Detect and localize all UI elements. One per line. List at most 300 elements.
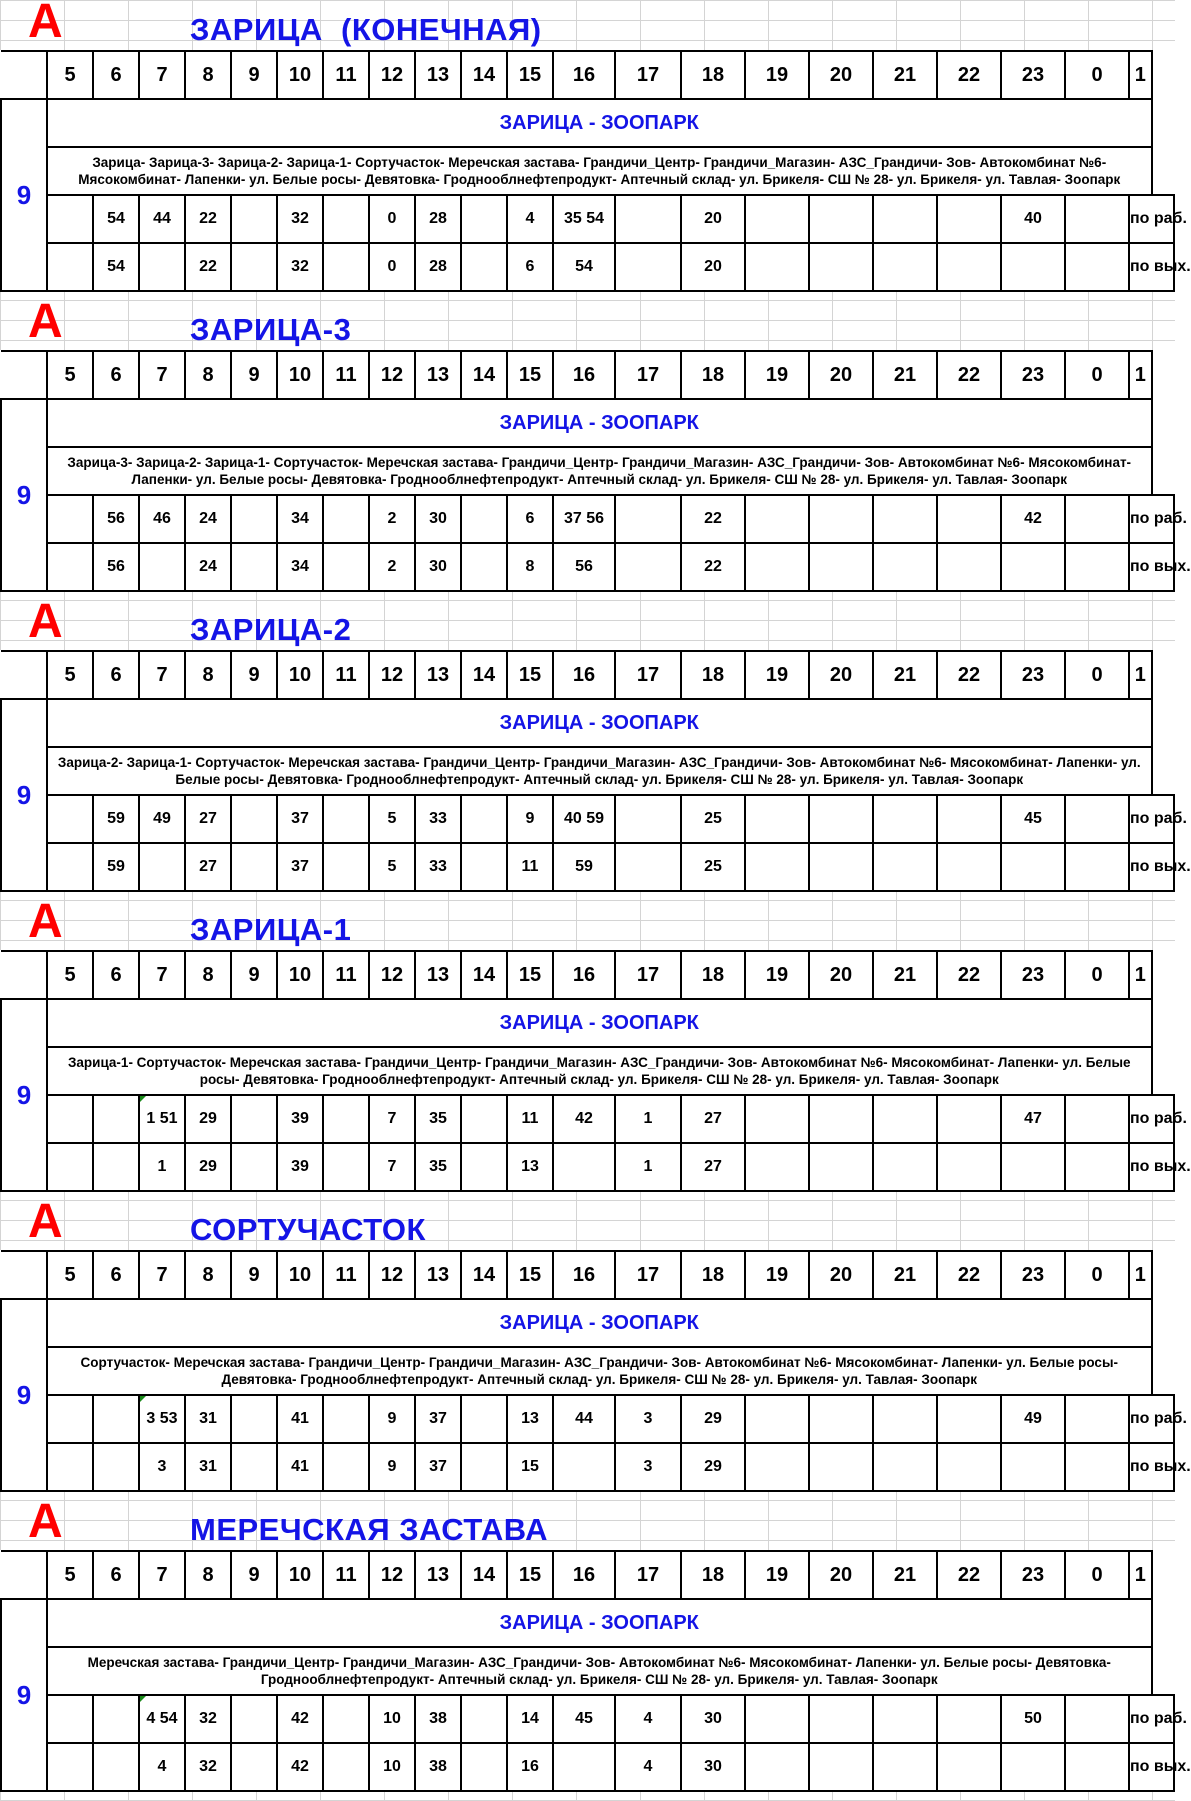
time-cell (937, 1143, 1001, 1191)
time-cell: 32 (277, 243, 323, 291)
time-cell (937, 543, 1001, 591)
time-cell: 42 (277, 1743, 323, 1791)
hour-cell: 5 (47, 351, 93, 399)
transport-type-letter: A (28, 895, 63, 948)
time-cell (937, 1695, 1001, 1743)
hour-cell: 0 (1065, 1251, 1129, 1299)
time-cell (873, 1095, 937, 1143)
time-cell: 54 (93, 195, 139, 243)
time-cell: 9 (369, 1395, 415, 1443)
time-cell: 24 (185, 543, 231, 591)
hour-cell: 1 (1129, 1551, 1152, 1599)
time-cell (47, 1443, 93, 1491)
time-cell (461, 495, 507, 543)
time-cell (461, 1395, 507, 1443)
hour-cell: 16 (553, 651, 615, 699)
hours-corner (1, 651, 47, 699)
weekend-row (1, 243, 1174, 291)
hour-cell: 22 (937, 1551, 1001, 1599)
time-cell (93, 1443, 139, 1491)
time-cell: 37 56 (553, 495, 615, 543)
time-cell (461, 243, 507, 291)
time-cell: 27 (185, 795, 231, 843)
direction-row (1, 1599, 1174, 1647)
time-cell: 6 (507, 243, 553, 291)
time-cell: 54 (93, 243, 139, 291)
time-cell (809, 843, 873, 891)
hour-cell: 15 (507, 1251, 553, 1299)
hour-cell: 12 (369, 1551, 415, 1599)
hour-cell: 0 (1065, 951, 1129, 999)
hour-cell: 10 (277, 51, 323, 99)
time-cell: 4 (615, 1695, 681, 1743)
time-cell: 25 (681, 843, 745, 891)
time-cell (47, 1095, 93, 1143)
hour-cell: 8 (185, 1551, 231, 1599)
hour-cell: 13 (415, 1551, 461, 1599)
time-cell (461, 795, 507, 843)
time-cell: 3 53 (139, 1395, 185, 1443)
hour-cell: 6 (93, 951, 139, 999)
time-cell (47, 795, 93, 843)
time-cell: 39 (277, 1143, 323, 1191)
time-cell (93, 1743, 139, 1791)
time-cell: 41 (277, 1443, 323, 1491)
hour-cell: 1 (1129, 51, 1152, 99)
weekday-label: по раб. (1129, 1695, 1174, 1743)
route-number: 9 (1, 999, 47, 1191)
route-number: 9 (1, 99, 47, 291)
weekday-row (1, 795, 1174, 843)
schedule-table (0, 950, 1191, 1192)
route-path: Зарица-2- Зарица-1- Сортучасток- Меречская застава- Грандичи_Центр- Грандичи_Магазин- АЗС_Грандичи- Зов- Автокомбинат №6- Мясокомбинат- Лапенки- ул. Белые росы- Девятовка- Гроднооблнефтепродукт- Аптечный склад- ул. Брикеля- СШ № 28- ул. Брикеля- ул. Тавлая- Зоопарк (47, 747, 1152, 795)
time-cell: 20 (681, 243, 745, 291)
weekend-label: по вых. (1129, 1443, 1174, 1491)
schedule-table (0, 1550, 1191, 1792)
time-cell: 4 54 (139, 1695, 185, 1743)
time-cell: 20 (681, 195, 745, 243)
time-cell: 38 (415, 1695, 461, 1743)
hour-cell: 18 (681, 951, 745, 999)
weekday-label: по раб. (1129, 195, 1174, 243)
time-cell: 0 (369, 195, 415, 243)
hour-cell: 9 (231, 351, 277, 399)
route-number: 9 (1, 699, 47, 891)
stop-title: ЗАРИЦА-3 (190, 312, 352, 347)
stop-section (0, 1195, 1191, 1500)
hour-cell: 19 (745, 51, 809, 99)
time-cell: 1 (615, 1095, 681, 1143)
time-cell (937, 195, 1001, 243)
hour-cell: 7 (139, 1551, 185, 1599)
time-cell (93, 1395, 139, 1443)
time-cell: 37 (415, 1443, 461, 1491)
hour-cell: 22 (937, 951, 1001, 999)
hour-cell: 7 (139, 1251, 185, 1299)
time-cell (47, 495, 93, 543)
time-cell (231, 843, 277, 891)
time-cell: 40 59 (553, 795, 615, 843)
hour-cell: 21 (873, 1551, 937, 1599)
hour-cell: 12 (369, 51, 415, 99)
time-cell: 42 (553, 1095, 615, 1143)
time-cell (937, 1443, 1001, 1491)
time-cell: 2 (369, 495, 415, 543)
hour-cell: 22 (937, 51, 1001, 99)
time-cell (873, 843, 937, 891)
time-cell (745, 1743, 809, 1791)
time-cell (745, 1395, 809, 1443)
time-cell (1001, 1743, 1065, 1791)
weekend-label: по вых. (1129, 243, 1174, 291)
hour-cell: 21 (873, 51, 937, 99)
route-path-row (1, 1347, 1174, 1395)
hour-cell: 1 (1129, 651, 1152, 699)
hour-cell: 16 (553, 351, 615, 399)
time-cell: 56 (553, 543, 615, 591)
weekday-row (1, 1095, 1174, 1143)
time-cell (139, 243, 185, 291)
hour-cell: 9 (231, 1551, 277, 1599)
time-cell: 14 (507, 1695, 553, 1743)
hour-cell: 21 (873, 1251, 937, 1299)
time-cell: 35 (415, 1095, 461, 1143)
time-cell: 42 (277, 1695, 323, 1743)
hour-cell: 20 (809, 1251, 873, 1299)
time-cell (139, 843, 185, 891)
hour-cell: 5 (47, 651, 93, 699)
time-cell (809, 1143, 873, 1191)
time-cell (231, 243, 277, 291)
hour-cell: 17 (615, 1551, 681, 1599)
time-cell: 3 (615, 1443, 681, 1491)
hour-cell: 23 (1001, 1551, 1065, 1599)
time-cell (553, 1143, 615, 1191)
transport-type-letter: A (28, 0, 63, 48)
time-cell (1001, 243, 1065, 291)
hour-cell: 14 (461, 951, 507, 999)
hours-row (1, 951, 1174, 999)
hour-cell: 7 (139, 651, 185, 699)
time-cell (93, 1095, 139, 1143)
transport-type-letter: A (28, 1195, 63, 1248)
time-cell: 29 (681, 1395, 745, 1443)
time-cell (809, 1743, 873, 1791)
route-path-row (1, 1047, 1174, 1095)
hour-cell: 11 (323, 1251, 369, 1299)
time-cell: 41 (277, 1395, 323, 1443)
weekend-label: по вых. (1129, 543, 1174, 591)
time-cell (937, 243, 1001, 291)
time-cell (809, 495, 873, 543)
time-cell: 56 (93, 543, 139, 591)
stop-section (0, 295, 1191, 600)
hour-cell: 0 (1065, 351, 1129, 399)
time-cell: 29 (185, 1143, 231, 1191)
time-cell (873, 243, 937, 291)
time-cell: 1 (139, 1143, 185, 1191)
time-cell: 33 (415, 843, 461, 891)
time-cell (231, 1395, 277, 1443)
time-cell (231, 1695, 277, 1743)
hour-cell: 8 (185, 651, 231, 699)
time-cell (937, 1743, 1001, 1791)
hours-row (1, 51, 1174, 99)
time-cell (873, 195, 937, 243)
hour-cell: 13 (415, 351, 461, 399)
time-cell (809, 543, 873, 591)
hour-cell: 12 (369, 651, 415, 699)
weekday-row (1, 195, 1174, 243)
hour-cell: 23 (1001, 51, 1065, 99)
hour-cell: 18 (681, 351, 745, 399)
route-path-row (1, 447, 1174, 495)
time-cell (1065, 195, 1129, 243)
hour-cell: 23 (1001, 1251, 1065, 1299)
time-cell (47, 195, 93, 243)
route-path: Сортучасток- Меречская застава- Грандичи_Центр- Грандичи_Магазин- АЗС_Грандичи- Зов- Автокомбинат №6- Мясокомбинат- Лапенки- ул. Белые росы- Девятовка- Гроднооблнефтепродукт- Аптечный склад- ул. Брикеля- СШ № 28- ул. Брикеля- ул. Тавлая- Зоопарк (47, 1347, 1152, 1395)
hour-cell: 6 (93, 1551, 139, 1599)
stop-title: ЗАРИЦА (КОНЕЧНАЯ) (190, 12, 542, 47)
time-cell (93, 1143, 139, 1191)
stop-section (0, 895, 1191, 1200)
time-cell: 25 (681, 795, 745, 843)
time-cell: 24 (185, 495, 231, 543)
hour-cell: 6 (93, 1251, 139, 1299)
time-cell (873, 1695, 937, 1743)
time-cell (461, 195, 507, 243)
hour-cell: 17 (615, 351, 681, 399)
hour-cell: 6 (93, 51, 139, 99)
weekend-row (1, 1143, 1174, 1191)
time-cell: 35 54 (553, 195, 615, 243)
time-cell (323, 1095, 369, 1143)
hour-cell: 16 (553, 1551, 615, 1599)
time-cell (47, 843, 93, 891)
time-cell (139, 543, 185, 591)
time-cell (323, 1143, 369, 1191)
hour-cell: 19 (745, 1251, 809, 1299)
time-cell (1065, 1695, 1129, 1743)
hour-cell: 9 (231, 1251, 277, 1299)
hour-cell: 12 (369, 951, 415, 999)
time-cell: 47 (1001, 1095, 1065, 1143)
time-cell: 38 (415, 1743, 461, 1791)
direction-title: ЗАРИЦА - ЗООПАРК (47, 399, 1152, 447)
hour-cell: 5 (47, 51, 93, 99)
time-cell (323, 195, 369, 243)
time-cell: 45 (553, 1695, 615, 1743)
hour-cell: 15 (507, 651, 553, 699)
time-cell: 5 (369, 795, 415, 843)
time-cell: 1 (615, 1143, 681, 1191)
time-cell: 22 (185, 243, 231, 291)
time-cell: 35 (415, 1143, 461, 1191)
time-cell (1065, 843, 1129, 891)
stop-title: ЗАРИЦА-2 (190, 612, 352, 647)
time-cell (937, 1095, 1001, 1143)
hour-cell: 14 (461, 351, 507, 399)
hour-cell: 1 (1129, 351, 1152, 399)
hours-corner (1, 351, 47, 399)
time-cell (323, 843, 369, 891)
hours-corner (1, 1251, 47, 1299)
hour-cell: 14 (461, 51, 507, 99)
hour-cell: 10 (277, 351, 323, 399)
hour-cell: 8 (185, 1251, 231, 1299)
hour-cell: 22 (937, 1251, 1001, 1299)
time-cell: 27 (185, 843, 231, 891)
hour-cell: 11 (323, 1551, 369, 1599)
time-cell (873, 1395, 937, 1443)
time-cell: 42 (1001, 495, 1065, 543)
hour-cell: 20 (809, 1551, 873, 1599)
hour-cell: 23 (1001, 651, 1065, 699)
hour-cell: 5 (47, 951, 93, 999)
time-cell (461, 1443, 507, 1491)
time-cell (873, 495, 937, 543)
time-cell (47, 1395, 93, 1443)
time-cell: 39 (277, 1095, 323, 1143)
time-cell (553, 1443, 615, 1491)
hour-cell: 11 (323, 951, 369, 999)
time-cell: 37 (277, 795, 323, 843)
direction-title: ЗАРИЦА - ЗООПАРК (47, 1299, 1152, 1347)
time-cell: 10 (369, 1695, 415, 1743)
hour-cell: 0 (1065, 51, 1129, 99)
time-cell: 4 (139, 1743, 185, 1791)
hour-cell: 20 (809, 651, 873, 699)
time-cell: 6 (507, 495, 553, 543)
hour-cell: 23 (1001, 951, 1065, 999)
time-cell: 4 (615, 1743, 681, 1791)
hours-row (1, 1551, 1174, 1599)
route-number: 9 (1, 399, 47, 591)
time-cell: 30 (415, 495, 461, 543)
hour-cell: 10 (277, 1251, 323, 1299)
time-cell (1001, 843, 1065, 891)
time-cell: 13 (507, 1395, 553, 1443)
schedule-table (0, 650, 1191, 892)
time-cell (461, 1143, 507, 1191)
hour-cell: 10 (277, 1551, 323, 1599)
time-cell (461, 1095, 507, 1143)
time-cell (461, 1695, 507, 1743)
hour-cell: 13 (415, 651, 461, 699)
time-cell (323, 243, 369, 291)
hours-corner (1, 951, 47, 999)
hour-cell: 20 (809, 951, 873, 999)
time-cell (745, 1695, 809, 1743)
hour-cell: 8 (185, 51, 231, 99)
route-path: Меречская застава- Грандичи_Центр- Грандичи_Магазин- АЗС_Грандичи- Зов- Автокомбинат №6- Мясокомбинат- Лапенки- ул. Белые росы- Девятовка- Гроднооблнефтепродукт- Аптечный склад- ул. Брикеля- СШ № 28- ул. Брикеля- ул. Тавлая- Зоопарк (47, 1647, 1152, 1695)
time-cell (231, 795, 277, 843)
hour-cell: 6 (93, 351, 139, 399)
hour-cell: 22 (937, 351, 1001, 399)
direction-row (1, 99, 1174, 147)
hour-cell: 14 (461, 1551, 507, 1599)
hour-cell: 15 (507, 51, 553, 99)
hour-cell: 13 (415, 951, 461, 999)
hours-row (1, 651, 1174, 699)
time-cell (809, 1095, 873, 1143)
time-cell: 28 (415, 195, 461, 243)
time-cell (809, 243, 873, 291)
time-cell: 34 (277, 543, 323, 591)
route-path: Зарица- Зарица-3- Зарица-2- Зарица-1- Сортучасток- Меречская застава- Грандичи_Центр- Грандичи_Магазин- АЗС_Грандичи- Зов- Автокомбинат №6- Мясокомбинат- Лапенки- ул. Белые росы- Девятовка- Гроднооблнефтепродукт- Аптечный склад- ул. Брикеля- СШ № 28- ул. Брикеля- ул. Тавлая- Зоопарк (47, 147, 1152, 195)
stop-title: МЕРЕЧСКАЯ ЗАСТАВА (190, 1512, 548, 1547)
time-cell (615, 543, 681, 591)
time-cell: 3 (615, 1395, 681, 1443)
time-cell: 49 (139, 795, 185, 843)
time-cell (231, 543, 277, 591)
time-cell: 44 (553, 1395, 615, 1443)
time-cell: 4 (507, 195, 553, 243)
time-cell (937, 795, 1001, 843)
time-cell: 29 (185, 1095, 231, 1143)
time-cell: 3 (139, 1443, 185, 1491)
time-cell (1065, 795, 1129, 843)
time-cell (231, 495, 277, 543)
time-cell: 40 (1001, 195, 1065, 243)
time-cell (323, 1443, 369, 1491)
time-cell: 31 (185, 1443, 231, 1491)
weekday-row (1, 1695, 1174, 1743)
route-path: Зарица-1- Сортучасток- Меречская застава- Грандичи_Центр- Грандичи_Магазин- АЗС_Грандичи- Зов- Автокомбинат №6- Мясокомбинат- Лапенки- ул. Белые росы- Девятовка- Гроднооблнефтепродукт- Аптечный склад- ул. Брикеля- СШ № 28- ул. Брикеля- ул. Тавлая- Зоопарк (47, 1047, 1152, 1095)
time-cell: 9 (507, 795, 553, 843)
hour-cell: 18 (681, 51, 745, 99)
time-cell (47, 1695, 93, 1743)
time-cell (745, 1443, 809, 1491)
hour-cell: 11 (323, 351, 369, 399)
time-cell (809, 1695, 873, 1743)
time-cell (615, 243, 681, 291)
hour-cell: 9 (231, 51, 277, 99)
hour-cell: 13 (415, 1251, 461, 1299)
hour-cell: 20 (809, 51, 873, 99)
time-cell (809, 795, 873, 843)
hour-cell: 18 (681, 651, 745, 699)
transport-type-letter: A (28, 1495, 63, 1548)
hour-cell: 1 (1129, 1251, 1152, 1299)
time-cell (323, 495, 369, 543)
time-cell (461, 843, 507, 891)
time-cell (1065, 1395, 1129, 1443)
time-cell (1065, 1443, 1129, 1491)
weekend-label: по вых. (1129, 1143, 1174, 1191)
hour-cell: 22 (937, 651, 1001, 699)
time-cell: 5 (369, 843, 415, 891)
time-cell: 32 (185, 1743, 231, 1791)
weekend-label: по вых. (1129, 843, 1174, 891)
time-cell (553, 1743, 615, 1791)
time-cell (1065, 1095, 1129, 1143)
time-cell (461, 543, 507, 591)
time-cell: 16 (507, 1743, 553, 1791)
time-cell: 29 (681, 1443, 745, 1491)
hour-cell: 7 (139, 951, 185, 999)
hour-cell: 7 (139, 51, 185, 99)
hour-cell: 16 (553, 951, 615, 999)
route-path-row (1, 147, 1174, 195)
hour-cell: 19 (745, 351, 809, 399)
route-number: 9 (1, 1299, 47, 1491)
hour-cell: 1 (1129, 951, 1152, 999)
direction-row (1, 1299, 1174, 1347)
weekend-row (1, 843, 1174, 891)
stop-section (0, 595, 1191, 900)
schedule-table (0, 50, 1191, 292)
